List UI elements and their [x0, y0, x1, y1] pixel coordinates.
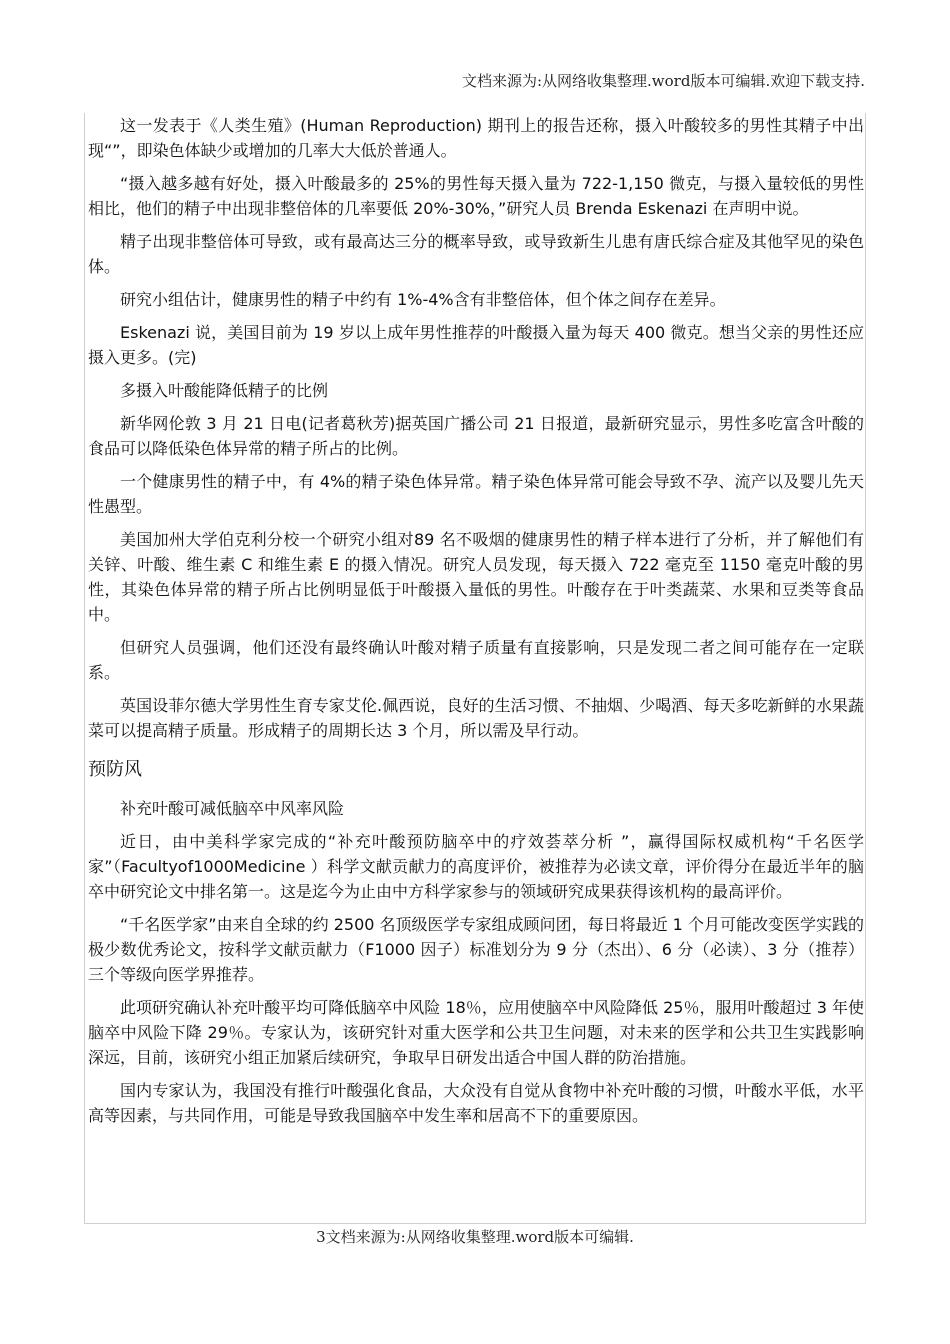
subheading: 多摄入叶酸能降低精子的比例: [120, 381, 329, 400]
paragraph: 这一发表于《人类生殖》(Human Reproduction) 期刊上的报告还称，摄入叶酸较多的男性其精子中出现“”，即染色体缺少或增加的几率大大低於普通人。: [88, 116, 864, 160]
paragraph: 研究小组估计，健康男性的精子中约有 1%-4%含有非整倍体，但个体之间存在差异。: [120, 290, 726, 309]
paragraph: 近日，由中美科学家完成的“补充叶酸预防脑卒中的疗效荟萃分析 ”，赢得国际权威机构“千名医学家”（Facultyof1000Medicine ）科学文献贡献力的高度评价，被推荐为必读文章，评价得分在最近半年的脑卒中研究论文中排名第一。这是迄今为止由中方科学家参与的领域研究成果获得该机构的最高评价。: [88, 832, 864, 901]
paragraph: 但研究人员强调，他们还没有最终确认叶酸对精子质量有直接影响，只是发现二者之间可能存在一定联系。: [88, 638, 864, 682]
paragraph: 新华网伦敦 3 月 21 日电(记者葛秋芳)据英国广播公司 21 日报道，最新研究显示，男性多吃富含叶酸的食品可以降低染色体异常的精子所占的比例。: [88, 414, 864, 458]
paragraph: 英国设菲尔德大学男性生育专家艾伦.佩西说，良好的生活习惯、不抽烟、少喝酒、每天多吃新鲜的水果蔬菜可以提高精子质量。形成精子的周期长达 3 个月，所以需及早行动。: [88, 696, 864, 740]
paragraph: 此项研究确认补充叶酸平均可降低脑卒中风险 18％，应用使脑卒中风险降低 25％，服用叶酸超过 3 年使脑卒中风险下降 29％。专家认为，该研究针对重大医学和公共卫生问题，对未来的医学和公共卫生实践影响深远，目前，该研究小组正加紧后续研究，争取早日研发出适合中国人群的防治措施。: [88, 998, 864, 1067]
paragraph: “摄入越多越有好处，摄入叶酸最多的 25%的男性每天摄入量为 722-1,150 微克，与摄入量较低的男性相比，他们的精子中出现非整倍体的几率要低 20%-30%，”研究人员 Brenda Eskenazi 在声明中说。: [88, 174, 864, 218]
paragraph: 一个健康男性的精子中，有 4%的精子染色体异常。精子染色体异常可能会导致不孕、流产以及婴儿先天性愚型。: [88, 472, 864, 516]
document-body: [88, 113, 864, 1136]
paragraph: 美国加州大学伯克利分校一个研究小组对89 名不吸烟的健康男性的精子样本进行了分析，并了解他们有关锌、叶酸、维生素 C 和维生素 E 的摄入情况。研究人员发现，每天摄入 722 毫克至 1150 毫克叶酸的男性，其染色体异常的精子所占比例明显低于叶酸摄入量低的男性。叶酸存在于叶类蔬菜、水果和豆类等食品中。: [88, 530, 864, 624]
paragraph: Eskenazi 说，美国目前为 19 岁以上成年男性推荐的叶酸摄入量为每天 400 微克。想当父亲的男性还应摄入更多。(完): [88, 323, 864, 367]
section-heading: 预防风: [88, 759, 142, 780]
page-footer: 3文档来源为:从网络收集整理.word版本可编辑.: [316, 1228, 634, 1246]
paragraph: “千名医学家”由来自全球的约 2500 名顶级医学专家组成顾问团，每日将最近 1 个月可能改变医学实践的极少数优秀论文，按科学文献贡献力（F1000 因子）标准划分为 9 分（杰出）、6 分（必读）、3 分（推荐）三个等级向医学界推荐。: [88, 915, 864, 984]
subheading: 补充叶酸可减低脑卒中风率风险: [120, 799, 345, 818]
paragraph: 国内专家认为，我国没有推行叶酸强化食品，大众没有自觉从食物中补充叶酸的习惯，叶酸水平低，水平高等因素，与共同作用，可能是导致我国脑卒中发生率和居高不下的重要原因。: [88, 1081, 864, 1125]
page-header: 文档来源为:从网络收集整理.word版本可编辑.欢迎下载支持.: [461, 72, 865, 90]
paragraph: 精子出现非整倍体可导致，或有最高达三分的概率导致，或导致新生儿患有唐氏综合症及其他罕见的染色体。: [88, 232, 864, 276]
